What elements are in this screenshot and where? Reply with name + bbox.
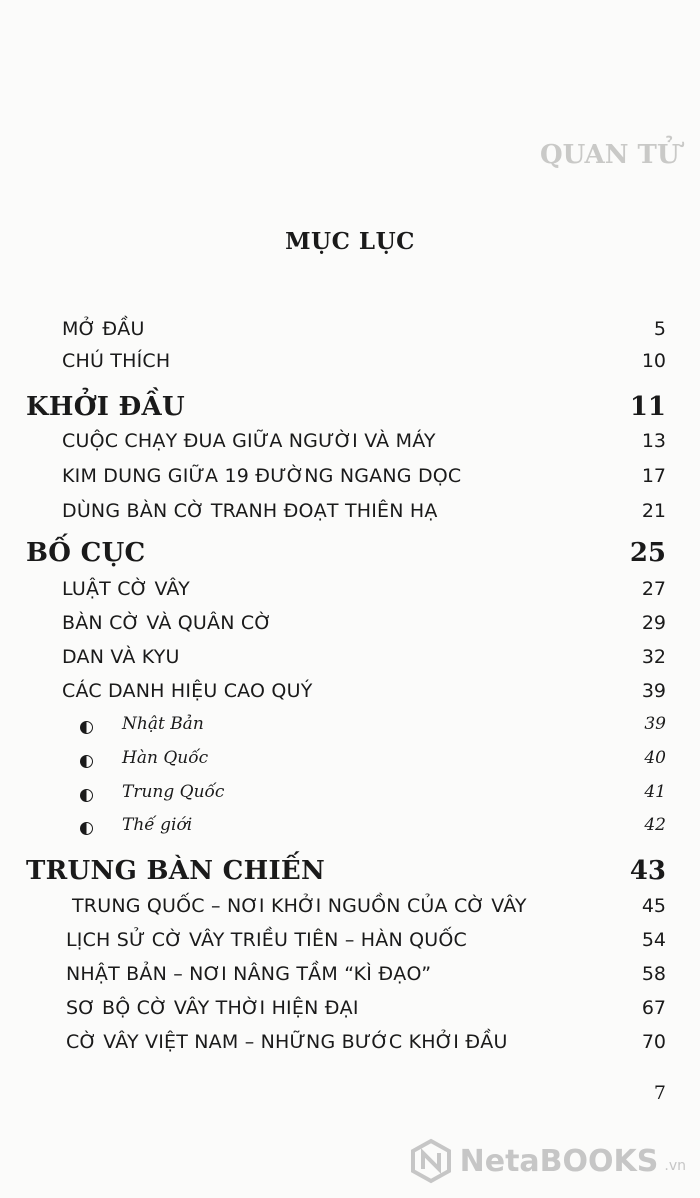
toc-page: 45	[641, 895, 666, 917]
half-circle-bullet-icon	[80, 822, 93, 835]
section-title-bo-cuc[interactable]: BỐ CỤC	[26, 538, 146, 568]
toc-entry[interactable]: BÀN CỜ VÀ QUÂN CỜ	[62, 612, 272, 634]
toc-subentry[interactable]: Nhật Bản	[122, 714, 204, 734]
section-page-bo-cuc: 25	[629, 538, 666, 568]
toc-entry-chu-thich[interactable]: CHÚ THÍCH	[62, 350, 171, 372]
toc-page: 58	[641, 963, 666, 985]
toc-entry[interactable]: CỜ VÂY VIỆT NAM – NHỮNG BƯỚC KHỞI ĐẦU	[66, 1031, 508, 1053]
section-page-khoi-dau: 11	[629, 392, 666, 422]
toc-page: 29	[641, 612, 666, 634]
toc-subentry[interactable]: Hàn Quốc	[122, 748, 209, 768]
toc-entry-mo-dau[interactable]: MỞ ĐẦU	[62, 318, 145, 340]
toc-subpage: 41	[644, 782, 666, 802]
toc-entry[interactable]: SƠ BỘ CỜ VÂY THỜI HIỆN ĐẠI	[66, 997, 359, 1019]
toc-subentry[interactable]: Thế giới	[122, 815, 193, 835]
netabooks-watermark	[408, 1138, 686, 1184]
toc-entry[interactable]: DAN VÀ KYU	[62, 646, 180, 668]
toc-entry[interactable]: DÙNG BÀN CỜ TRANH ĐOẠT THIÊN HẠ	[62, 500, 438, 522]
toc-page: 67	[641, 997, 666, 1019]
toc-subpage: 40	[644, 748, 666, 768]
toc-page: 54	[641, 929, 666, 951]
section-title-khoi-dau[interactable]: KHỞI ĐẦU	[26, 392, 185, 422]
half-circle-bullet-icon	[80, 789, 93, 802]
watermark-suffix: .vn	[664, 1158, 686, 1174]
book-page: QUAN TỬ MỤC LỤC MỞ ĐẦU 5 CHÚ THÍCH 10 KHỞI ĐẦU 11 CUỘC CHẠY ĐUA GIỮA NGƯỜI VÀ MÁY 13 KIM DUNG GIỮA 19 ĐƯỜNG NGANG DỌC 17 DÙNG BÀN CỜ TRANH ĐOẠT THIÊN HẠ 21 BỐ CỤC 25 LUẬT CỜ VÂY 27 BÀN CỜ VÀ QUÂN CỜ 29 DAN VÀ KYU 32 CÁC DANH HIỆU CAO QUÝ 39 Nhật Bản 39 Hàn Quốc 40 Trung Quốc 41 Thế giới 42 TRUNG BÀN CHIẾN 43 TRUNG QUỐC – NƠI KHỞI NGUỒN CỦA CỜ VÂY 45 LỊCH SỬ CỜ VÂY TRIỀU TIÊN – HÀN QUỐC 54 NHẬT BẢN – NƠI NÂNG TẦM “KÌ ĐẠO” 58 SƠ BỘ CỜ VÂY THỜI HIỆN ĐẠI 67 CỜ VÂY VIỆT NAM – NHỮNG BƯỚC KHỞI ĐẦU 70 7 NetaBOOKS .vn	[0, 0, 700, 1198]
toc-page-chu-thich: 10	[641, 350, 666, 372]
toc-page: 17	[641, 465, 666, 487]
watermark-brand: NetaBOOKS	[459, 1143, 659, 1179]
toc-title: MỤC LỤC	[285, 228, 415, 255]
toc-page: 70	[641, 1031, 666, 1053]
toc-page: 39	[641, 680, 666, 702]
toc-page-mo-dau: 5	[653, 318, 666, 340]
toc-page: 27	[641, 578, 666, 600]
toc-page: 32	[641, 646, 666, 668]
section-title-trung-ban-chien[interactable]: TRUNG BÀN CHIẾN	[26, 856, 326, 886]
toc-subentry[interactable]: Trung Quốc	[122, 782, 225, 802]
toc-entry[interactable]: TRUNG QUỐC – NƠI KHỞI NGUỒN CỦA CỜ VÂY	[72, 895, 527, 917]
toc-subpage: 39	[644, 714, 666, 734]
toc-entry[interactable]: CÁC DANH HIỆU CAO QUÝ	[62, 680, 313, 702]
page-number: 7	[653, 1082, 666, 1104]
toc-entry[interactable]: KIM DUNG GIỮA 19 ĐƯỜNG NGANG DỌC	[62, 465, 462, 487]
toc-entry[interactable]: NHẬT BẢN – NƠI NÂNG TẦM “KÌ ĐẠO”	[66, 963, 432, 985]
netabooks-logo-icon	[408, 1138, 454, 1184]
half-circle-bullet-icon	[80, 721, 93, 734]
toc-page: 21	[641, 500, 666, 522]
toc-subpage: 42	[644, 815, 666, 835]
toc-entry[interactable]: LỊCH SỬ CỜ VÂY TRIỀU TIÊN – HÀN QUỐC	[66, 929, 467, 951]
half-circle-bullet-icon	[80, 755, 93, 768]
toc-entry[interactable]: CUỘC CHẠY ĐUA GIỮA NGƯỜI VÀ MÁY	[62, 430, 436, 452]
toc-entry[interactable]: LUẬT CỜ VÂY	[62, 578, 190, 600]
section-page-trung-ban-chien: 43	[629, 856, 666, 886]
toc-page: 13	[641, 430, 666, 452]
